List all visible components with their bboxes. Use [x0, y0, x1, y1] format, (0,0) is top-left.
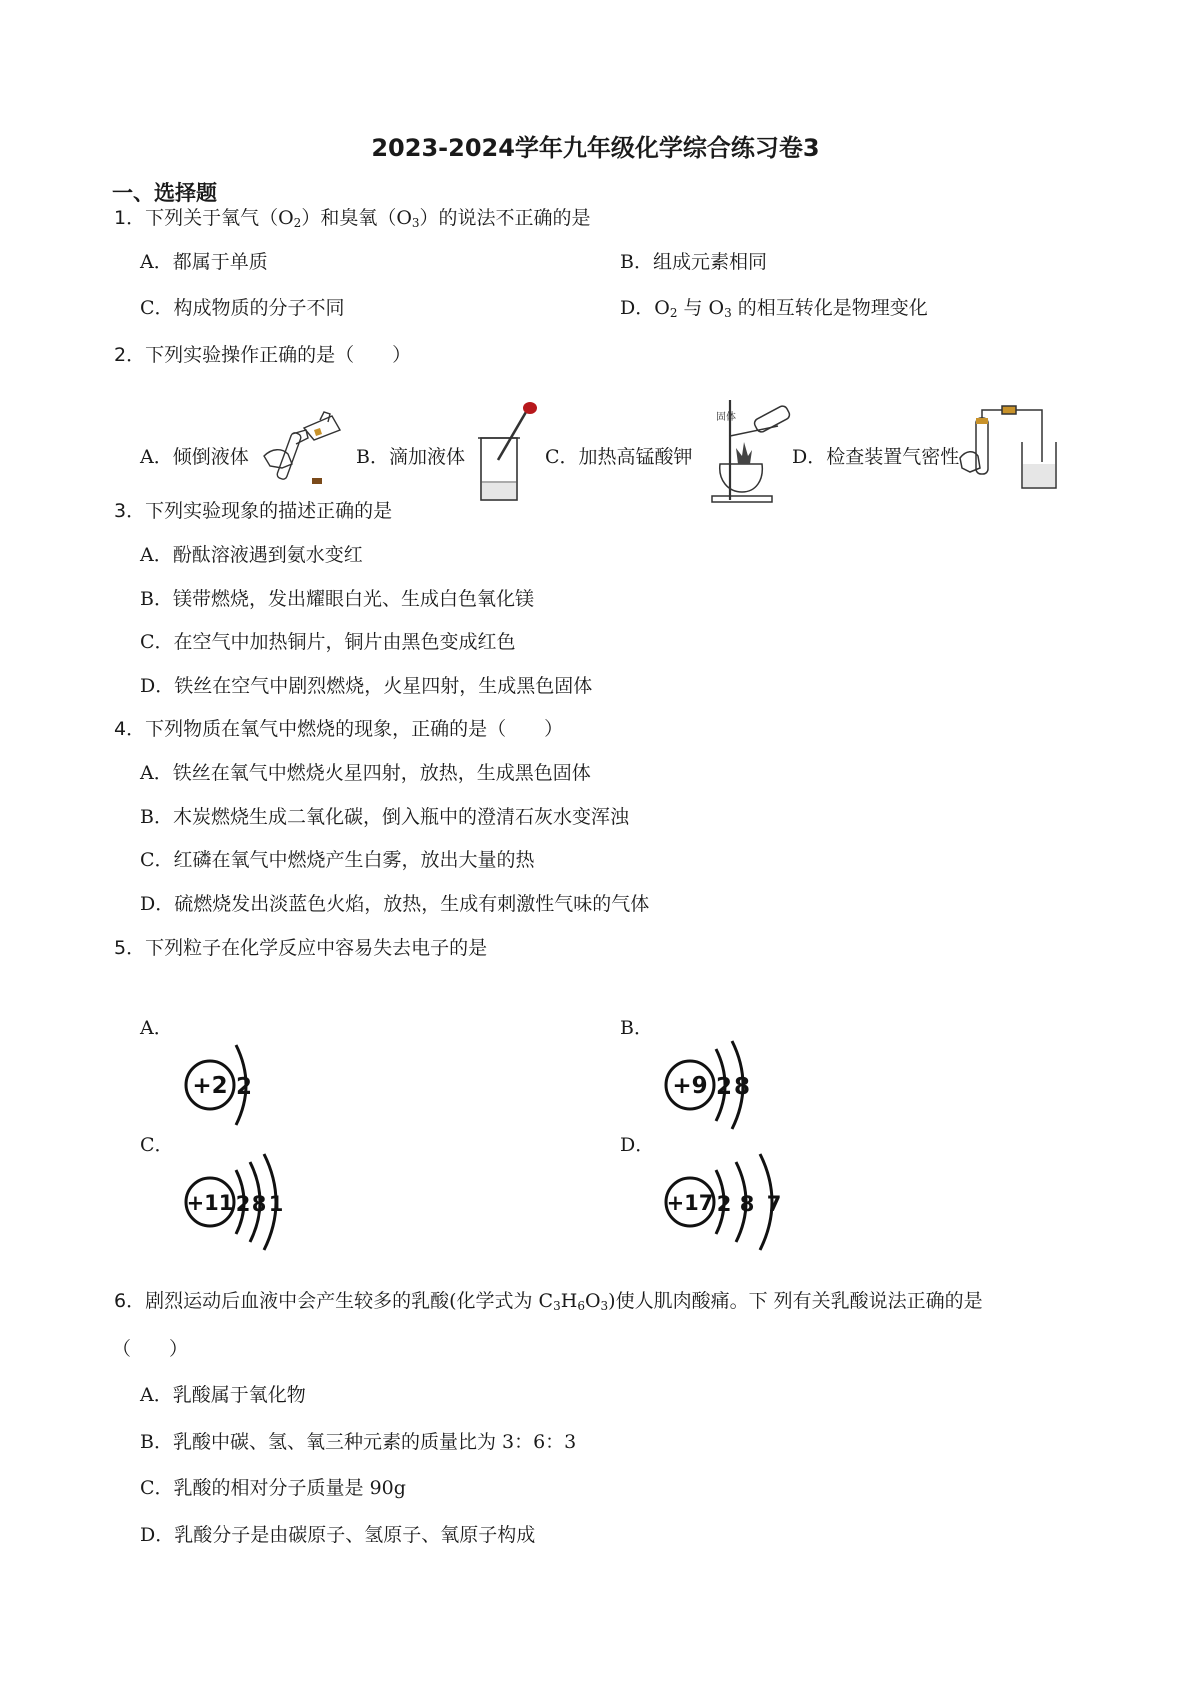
question-number: 3．: [114, 500, 146, 522]
nucleus-charge: +9: [672, 1073, 708, 1099]
pouring-liquid-illustration: [262, 408, 352, 488]
shell-electrons: 2: [235, 1074, 253, 1100]
q5-option-a: A．: [140, 1017, 173, 1039]
question-stem: 下列实验现象的描述正确的是: [145, 500, 393, 522]
q4-option-d: D．硫燃烧发出淡蓝色火焰，放热，生成有刺激性气味的气体: [140, 893, 650, 915]
q6-option-a: A．乳酸属于氧化物: [140, 1384, 306, 1406]
question-stem: 剧烈运动后血液中会产生较多的乳酸(化学式为 $C_3H_6O_3$)使人肌肉酸痛。下 列有关乳酸说法正确的是: [145, 1290, 983, 1313]
q1-option-c: C．构成物质的分子不同: [140, 297, 345, 319]
page-title: 2023-2024学年九年级化学综合练习卷3: [371, 134, 820, 162]
shell-electrons: 8: [739, 1192, 755, 1216]
atom-diagram-c: [180, 1152, 300, 1252]
q1-option-a: A．都属于单质: [140, 251, 268, 273]
q4-option-a: A．铁丝在氧气中燃烧火星四射，放热，生成黑色固体: [140, 762, 591, 784]
question-number: 2．: [114, 344, 146, 366]
q4-option-c: C．红磷在氧气中燃烧产生白雾，放出大量的热: [140, 849, 535, 871]
question-3: [114, 496, 392, 523]
shell-electrons: 8: [733, 1074, 751, 1100]
q3-option-c: C．在空气中加热铜片，铜片由黑色变成红色: [140, 631, 516, 653]
airtightness-check-illustration: [958, 402, 1058, 492]
q2-option-b: B．滴加液体: [356, 446, 465, 468]
question-1: [114, 203, 591, 230]
atom-diagram-b: [660, 1035, 770, 1135]
q1-option-d: D．$O_2$ 与 $O_3$ 的相互转化是物理变化: [620, 297, 928, 320]
question-stem: 下列实验操作正确的是（ ）: [145, 344, 412, 366]
q3-option-b: B．镁带燃烧，发出耀眼白光、生成白色氧化镁: [140, 588, 534, 610]
question-6: [114, 1286, 1094, 1313]
q6-option-d: D．乳酸分子是由碳原子、氢原子、氧原子构成: [140, 1524, 536, 1546]
q5-option-c: C．: [140, 1134, 174, 1156]
atom-diagram-a: [180, 1035, 270, 1135]
nucleus-charge: +11: [186, 1191, 234, 1215]
q3-option-a: A．酚酞溶液遇到氨水变红: [140, 544, 363, 566]
q2-option-c: C．加热高锰酸钾: [545, 446, 693, 468]
q3-option-d: D．铁丝在空气中剧烈燃烧，火星四射，生成黑色固体: [140, 675, 593, 697]
atom-diagram-d: [660, 1152, 800, 1252]
q5-option-b: B．: [620, 1017, 653, 1039]
q1-option-b: B．组成元素相同: [620, 251, 767, 273]
question-stem: 下列粒子在化学反应中容易失去电子的是: [145, 937, 488, 959]
section-heading: 一、选择题: [112, 181, 217, 205]
q6-option-b: B．乳酸中碳、氢、氧三种元素的质量比为 3：6：3: [140, 1431, 577, 1453]
nucleus-charge: +2: [192, 1073, 228, 1099]
shell-electrons: 2: [715, 1074, 733, 1100]
question-stem: 下列关于氧气$(O_2)$和臭氧$(O_3)$的说法不正确的是: [145, 207, 591, 230]
q2-option-d: D．检查装置气密性: [792, 446, 960, 468]
q4-option-b: B．木炭燃烧生成二氧化碳，倒入瓶中的澄清石灰水变浑浊: [140, 806, 629, 828]
question-stem: 下列物质在氧气中燃烧的现象，正确的是（ ）: [145, 718, 564, 740]
dropper-test-tube-illustration: [478, 398, 538, 502]
question-number: 5．: [114, 937, 146, 959]
nucleus-charge: +17: [666, 1191, 714, 1215]
shell-electrons: 7: [766, 1192, 782, 1216]
shell-electrons: 1: [268, 1192, 284, 1216]
question-number: 6．: [114, 1290, 146, 1312]
heating-potassium-permanganate-illustration: [706, 396, 796, 506]
shell-electrons: 2: [235, 1192, 251, 1216]
svg-text:固体: 固体: [716, 412, 736, 423]
q5-option-d: D．: [620, 1134, 655, 1156]
question-4: [114, 714, 563, 741]
shell-electrons: 8: [251, 1192, 267, 1216]
question-number: 4．: [114, 718, 146, 740]
question-5: [114, 933, 487, 960]
question-2: [114, 340, 411, 367]
q6-answer-paren: （ ）: [112, 1338, 189, 1360]
question-number: 1．: [114, 207, 146, 229]
shell-electrons: 2: [716, 1192, 732, 1216]
q6-option-c: C．乳酸的相对分子质量是 90g: [140, 1477, 406, 1499]
q2-option-a: A．倾倒液体: [140, 446, 249, 468]
